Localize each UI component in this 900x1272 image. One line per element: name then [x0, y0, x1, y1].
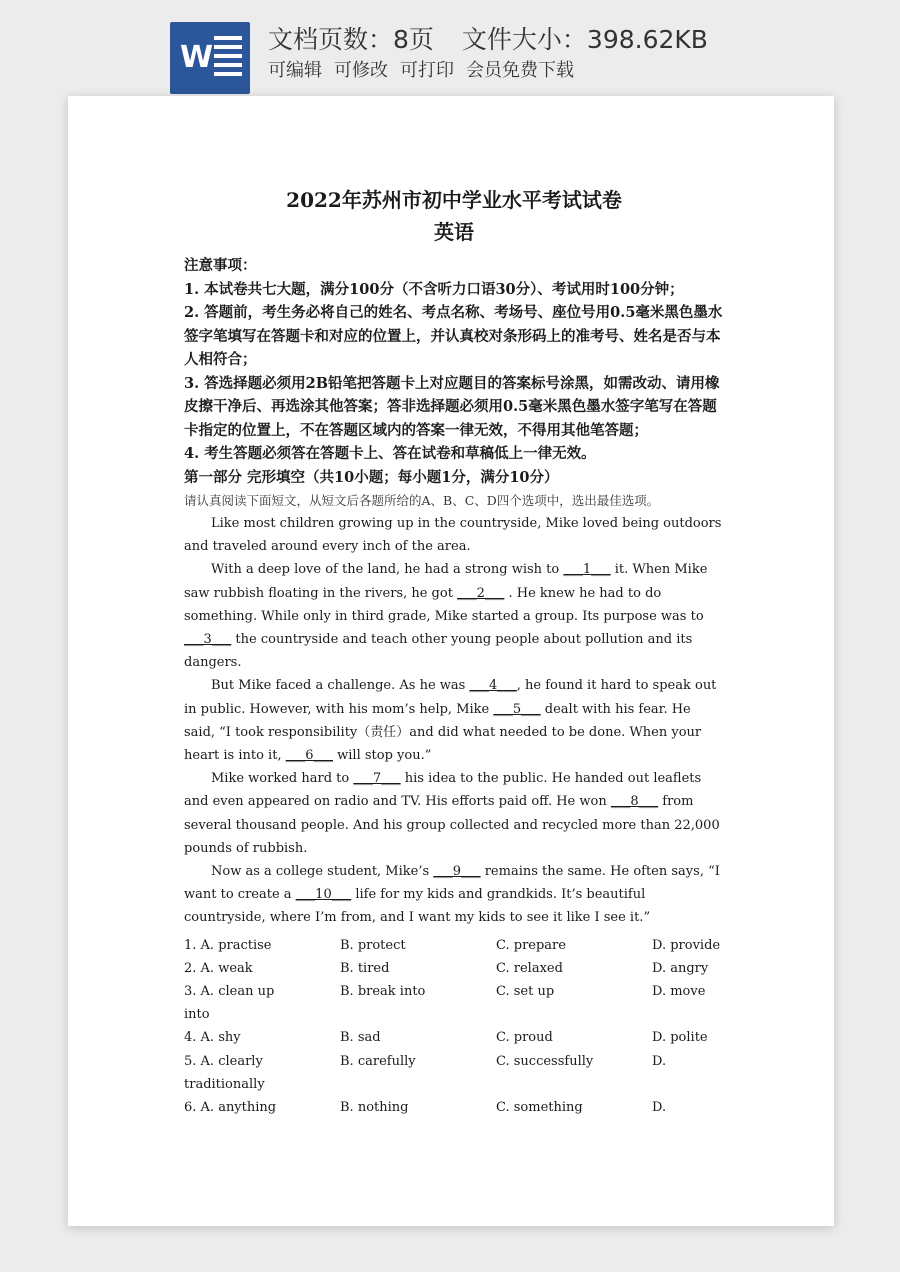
blank-7: ___7___: [353, 771, 401, 787]
option-b: B. carefully: [340, 1053, 416, 1069]
option-b: B. tired: [340, 960, 390, 976]
option-wrap: into: [184, 1007, 210, 1023]
page-count: 文档页数：8页: [268, 25, 434, 54]
option-c: C. something: [496, 1100, 583, 1116]
passage-paragraph: With a deep love of the land, he had a strong wish to ___1___ it. When Mike saw rubbish floating in the rivers, he got ___2___ . He knew he had to do something. While only in third grade, Mike started a group. Its purpose was to ___3___ the countryside and teach other young people about pollution and its dangers.: [184, 562, 708, 671]
section-heading: 第一部分 完形填空（共10小题；每小题1分，满分10分）: [184, 468, 559, 486]
option-b: B. nothing: [340, 1100, 409, 1116]
option-wrap: traditionally: [184, 1076, 265, 1092]
option-row: [184, 957, 724, 980]
option-row: [184, 980, 724, 1003]
passage-paragraph: Mike worked hard to ___7___ his idea to the public. He handed out leaflets and even appeared on radio and TV. His efforts paid off. He won ___8___ from several thousand people. And his group collected and recycled more than 22,000 pounds of rubbish.: [184, 771, 720, 856]
option-b: B. break into: [340, 984, 426, 1000]
feature-editable: 可编辑: [268, 60, 322, 81]
notice-item: 1. 本试卷共七大题，满分100分（不含听力口语30分）、考试用时100分钟；: [184, 280, 684, 298]
option-d: D. polite: [652, 1030, 708, 1046]
blank-9: ___9___: [433, 864, 481, 880]
option-row: [184, 1096, 724, 1119]
exam-title: 2022年苏州市初中学业水平考试试卷: [286, 188, 622, 212]
download-header: [0, 0, 900, 96]
blank-10: ___10___: [295, 887, 352, 903]
section-instruction: 请认真阅读下面短文，从短文后各题所给的A、B、C、D四个选项中，选出最佳选项。: [184, 493, 660, 508]
notice-heading: 注意事项：: [184, 257, 257, 274]
passage-paragraph: Like most children growing up in the countryside, Mike loved being outdoors and traveled around every inch of the area.: [184, 516, 722, 555]
option-row: [184, 1050, 724, 1073]
feature-printable: 可打印: [400, 60, 454, 81]
option-a: 5. A. clearly: [184, 1053, 263, 1069]
notice-item: 2. 答题前，考生务必将自己的姓名、考点名称、考场号、座位号用0.5毫米黑色墨水签字笔填写在答题卡和对应的位置上，并认真校对条形码上的准考号、姓名是否与本人相符合；: [184, 304, 723, 368]
option-a: 4. A. shy: [184, 1030, 241, 1046]
option-b: B. protect: [340, 937, 406, 953]
option-a: 2. A. weak: [184, 960, 253, 976]
exam-subject: 英语: [434, 220, 474, 244]
option-a: 3. A. clean up: [184, 984, 275, 1000]
blank-2: ___2___: [457, 585, 505, 601]
option-a: 6. A. anything: [184, 1100, 277, 1116]
option-c: C. prepare: [496, 937, 566, 953]
word-icon: [170, 22, 250, 94]
option-d: D. provide: [652, 937, 721, 953]
passage-paragraph: But Mike faced a challenge. As he was ___4___, he found it hard to speak out in public. However, with his mom’s help, Mike ___5___ dealt with his fear. He said, “I took responsibility（责任）and did what needed to be done. When your heart is into it, ___6___ will stop you.”: [184, 678, 717, 764]
option-d: D.: [652, 1053, 667, 1069]
document-content: [184, 184, 724, 1119]
option-row: [184, 1026, 724, 1049]
file-meta: [268, 20, 708, 56]
cloze-passage: [184, 512, 724, 930]
option-d: D. angry: [652, 960, 709, 976]
blank-6: ___6___: [285, 748, 333, 764]
feature-modifiable: 可修改: [334, 60, 388, 81]
blank-4: ___4___: [469, 678, 517, 694]
option-row: [184, 934, 724, 957]
notice-block: [184, 254, 724, 466]
option-d: D.: [652, 1100, 667, 1116]
passage-paragraph: Now as a college student, Mike’s ___9___ remains the same. He often says, “I want to create a ___10___ life for my kids and grandkids. It’s beautiful countryside, where I’m from, and I want my kids to see it like I see it.”: [184, 864, 720, 926]
blank-3: ___3___: [184, 632, 232, 648]
feature-member-download: 会员免费下载: [466, 60, 574, 81]
option-c: C. set up: [496, 984, 555, 1000]
option-c: C. proud: [496, 1030, 553, 1046]
word-icon-letter: W: [180, 40, 214, 75]
file-size: 文件大小：398.62KB: [461, 25, 708, 54]
option-b: B. sad: [340, 1030, 381, 1046]
notice-item: 4. 考生答题必须答在答题卡上、答在试卷和草稿低上一律无效。: [184, 445, 596, 462]
notice-item: 3. 答选择题必须用2B铅笔把答题卡上对应题目的答案标号涂黑，如需改动、请用橡皮擦干净后、再选涂其他答案；答非选择题必须用0.5毫米黑色墨水签字笔写在答题卡指定的位置上，不在答题区域内的答案一律无效，不得用其他笔答题；: [184, 374, 720, 439]
file-features: [268, 56, 574, 82]
option-d: D. move: [652, 984, 706, 1000]
option-c: C. relaxed: [496, 960, 563, 976]
document-page: [68, 96, 834, 1226]
answer-options: [184, 934, 724, 1120]
option-a: 1. A. practise: [184, 937, 272, 953]
blank-1: ___1___: [563, 562, 611, 578]
option-c: C. successfully: [496, 1053, 594, 1069]
blank-8: ___8___: [610, 794, 659, 810]
blank-5: ___5___: [493, 701, 541, 717]
